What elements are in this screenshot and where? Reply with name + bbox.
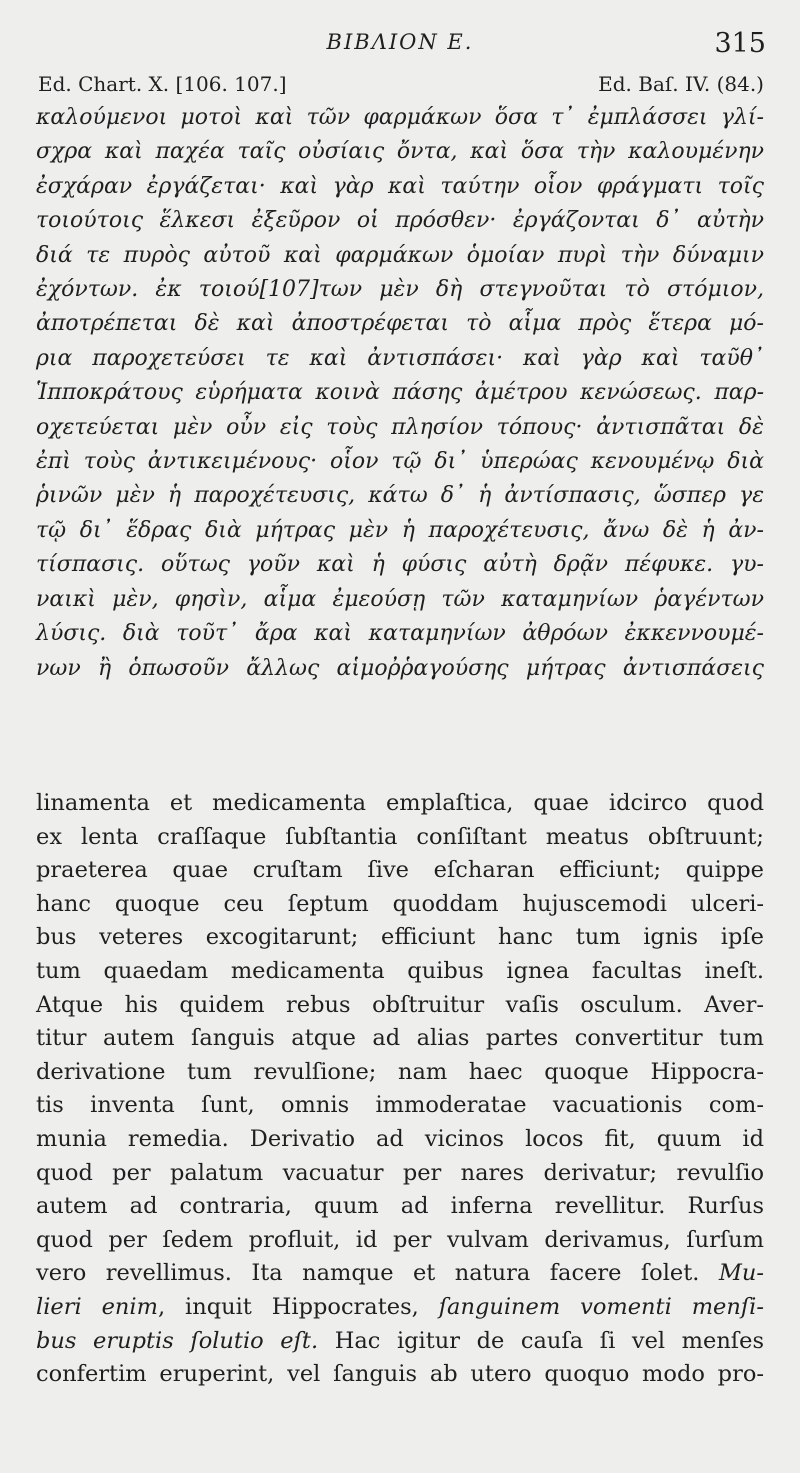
latin-line-quote	[36, 1291, 764, 1325]
latin-line-text: Hac igitur de cauſa ſi vel menſes	[318, 1327, 765, 1354]
greek-text-block	[36, 101, 764, 686]
latin-line: hanc quoque ceu ſeptum quoddam hujuscemodi ulceri-	[36, 890, 764, 917]
edition-references	[38, 72, 764, 102]
greek-line: ῥινῶν μὲν ἡ παροχέτευσις, κάτω δ᾿ ἡ ἀντίσπασις, ὥσπερ γε	[36, 483, 764, 509]
latin-line-quote-end	[36, 1325, 764, 1359]
latin-line: tum quaedam medicamenta quibus ignea facultas ineſt.	[36, 957, 764, 984]
greek-line: ἐπὶ τοὺς ἀντικειμένους· οἷον τῷ δι᾿ ὑπερώας κενουμένῳ διὰ	[36, 449, 764, 475]
latin-line: ex lenta craſſaque ſubſtantia conſiſtant meatus obſtruunt;	[36, 823, 764, 850]
greek-line: νων ἢ ὁπωσοῦν ἄλλως αἱμοῤῥαγούσης μήτρας ἀντισπάσεις	[36, 655, 764, 681]
latin-line: praeterea quae cruſtam ſive eſcharan efficiunt; quippe	[36, 857, 764, 884]
latin-line: quod per ſedem profluit, id per vulvam derivamus, ſurſum	[36, 1226, 764, 1253]
latin-line: titur autem ſanguis atque ad alias partes convertitur tum	[36, 1025, 764, 1052]
greek-line: Ἱπποκράτους εὑρήματα κοινὰ πάσης ἀμέτρου κενώσεως. παρ-	[36, 380, 764, 406]
latin-line-text: vero revellimus. Ita namque et natura facere ſolet.	[36, 1260, 700, 1287]
edition-chartier: Ed. Chart. X. [106. 107.]	[38, 72, 287, 96]
latin-line-with-quote-start	[36, 1257, 764, 1291]
quote-attribution: , inquit Hippocrates,	[157, 1293, 439, 1320]
latin-text-block	[36, 787, 764, 1392]
greek-line: καλούμενοι μοτοὶ καὶ τῶν φαρμάκων ὅσα τ᾿ ἐμπλάσσει γλί-	[36, 105, 764, 130]
latin-line: linamenta et medicamenta emplaſtica, quae idcirco quod	[36, 790, 764, 816]
greek-line: τῷ δι᾿ ἕδρας διὰ μήτρας μὲν ἡ παροχέτευσις, ἄνω δὲ ἡ ἀν-	[36, 517, 764, 543]
greek-line: σχρα καὶ παχέα ταῖς οὐσίαις ὄντα, καὶ ὅσα τὴν καλουμένην	[36, 139, 764, 165]
latin-line: derivatione tum revulſione; nam haec quoque Hippocra-	[36, 1058, 764, 1085]
greek-line: τίσπασις. οὕτως γοῦν καὶ ἡ φύσις αὐτὴ δρᾷν πέφυκε. γυ-	[36, 552, 764, 578]
greek-line: ἐχόντων. ἐκ τοιού[107]των μὲν δὴ στεγνοῦται τὸ στόμιον,	[36, 277, 764, 303]
latin-line: tis inventa ſunt, omnis immoderatae vacuationis com-	[36, 1092, 764, 1119]
greek-line: οχετεύεται μὲν οὖν εἰς τοὺς πλησίον τόπους· ἀντισπᾶται δὲ	[36, 414, 764, 440]
greek-line: ἀποτρέπεται δὲ καὶ ἀποστρέφεται τὸ αἷμα πρὸς ἕτερα μό-	[36, 311, 764, 337]
greek-line: λύσις. διὰ τοῦτ᾿ ἄρα καὶ καταμηνίων ἀθρόων ἐκκεννουμέ-	[36, 621, 764, 647]
latin-line: autem ad contraria, quum ad inferna revellitur. Rurſus	[36, 1193, 764, 1220]
edition-basel: Ed. Baſ. IV. (84.)	[598, 72, 764, 96]
page-number: 315	[714, 28, 766, 59]
page-header	[0, 30, 800, 66]
greek-line: τοιούτοις ἕλκεσι ἐξεῦρον οἱ πρόσθεν· ἐργάζονται δ᾿ αὐτὴν	[36, 208, 764, 234]
latin-line: quod per palatum vacuatur per nares derivatur; revulſio	[36, 1159, 764, 1186]
latin-line: bus veteres excogitarunt; efficiunt hanc tum ignis ipſe	[36, 924, 764, 951]
quote-italic: ſanguinem vomenti menſi-	[438, 1293, 764, 1320]
latin-line: Atque his quidem rebus obſtruitur vaſis osculum. Aver-	[36, 991, 764, 1018]
quote-italic: lieri enim	[36, 1293, 158, 1320]
greek-line: ἐσχάραν ἐργάζεται· καὶ γὰρ καὶ ταύτην οἷον φράγματι τοῖς	[36, 173, 764, 199]
latin-line: confertim eruperint, vel ſanguis ab utero quoquo modo pro-	[36, 1361, 764, 1388]
running-title: ΒΙΒΛΙΟΝ Ε.	[326, 30, 474, 54]
greek-line: διά τε πυρὸς αὐτοῦ καὶ φαρμάκων ὁμοίαν πυρὶ τὴν δύναμιν	[36, 242, 764, 268]
greek-line: ρια παροχετεύσει τε καὶ ἀντισπάσει· καὶ γὰρ καὶ ταῦθ᾿	[36, 345, 764, 371]
quote-italic: bus eruptis ſolutio eſt.	[36, 1327, 319, 1354]
greek-line: ναικὶ μὲν, φησὶν, αἷμα ἐμεούσῃ τῶν καταμηνίων ῥαγέντων	[36, 586, 764, 612]
quote-italic: Mu-	[718, 1260, 764, 1287]
latin-line: munia remedia. Derivatio ad vicinos locos fit, quum id	[36, 1125, 764, 1152]
